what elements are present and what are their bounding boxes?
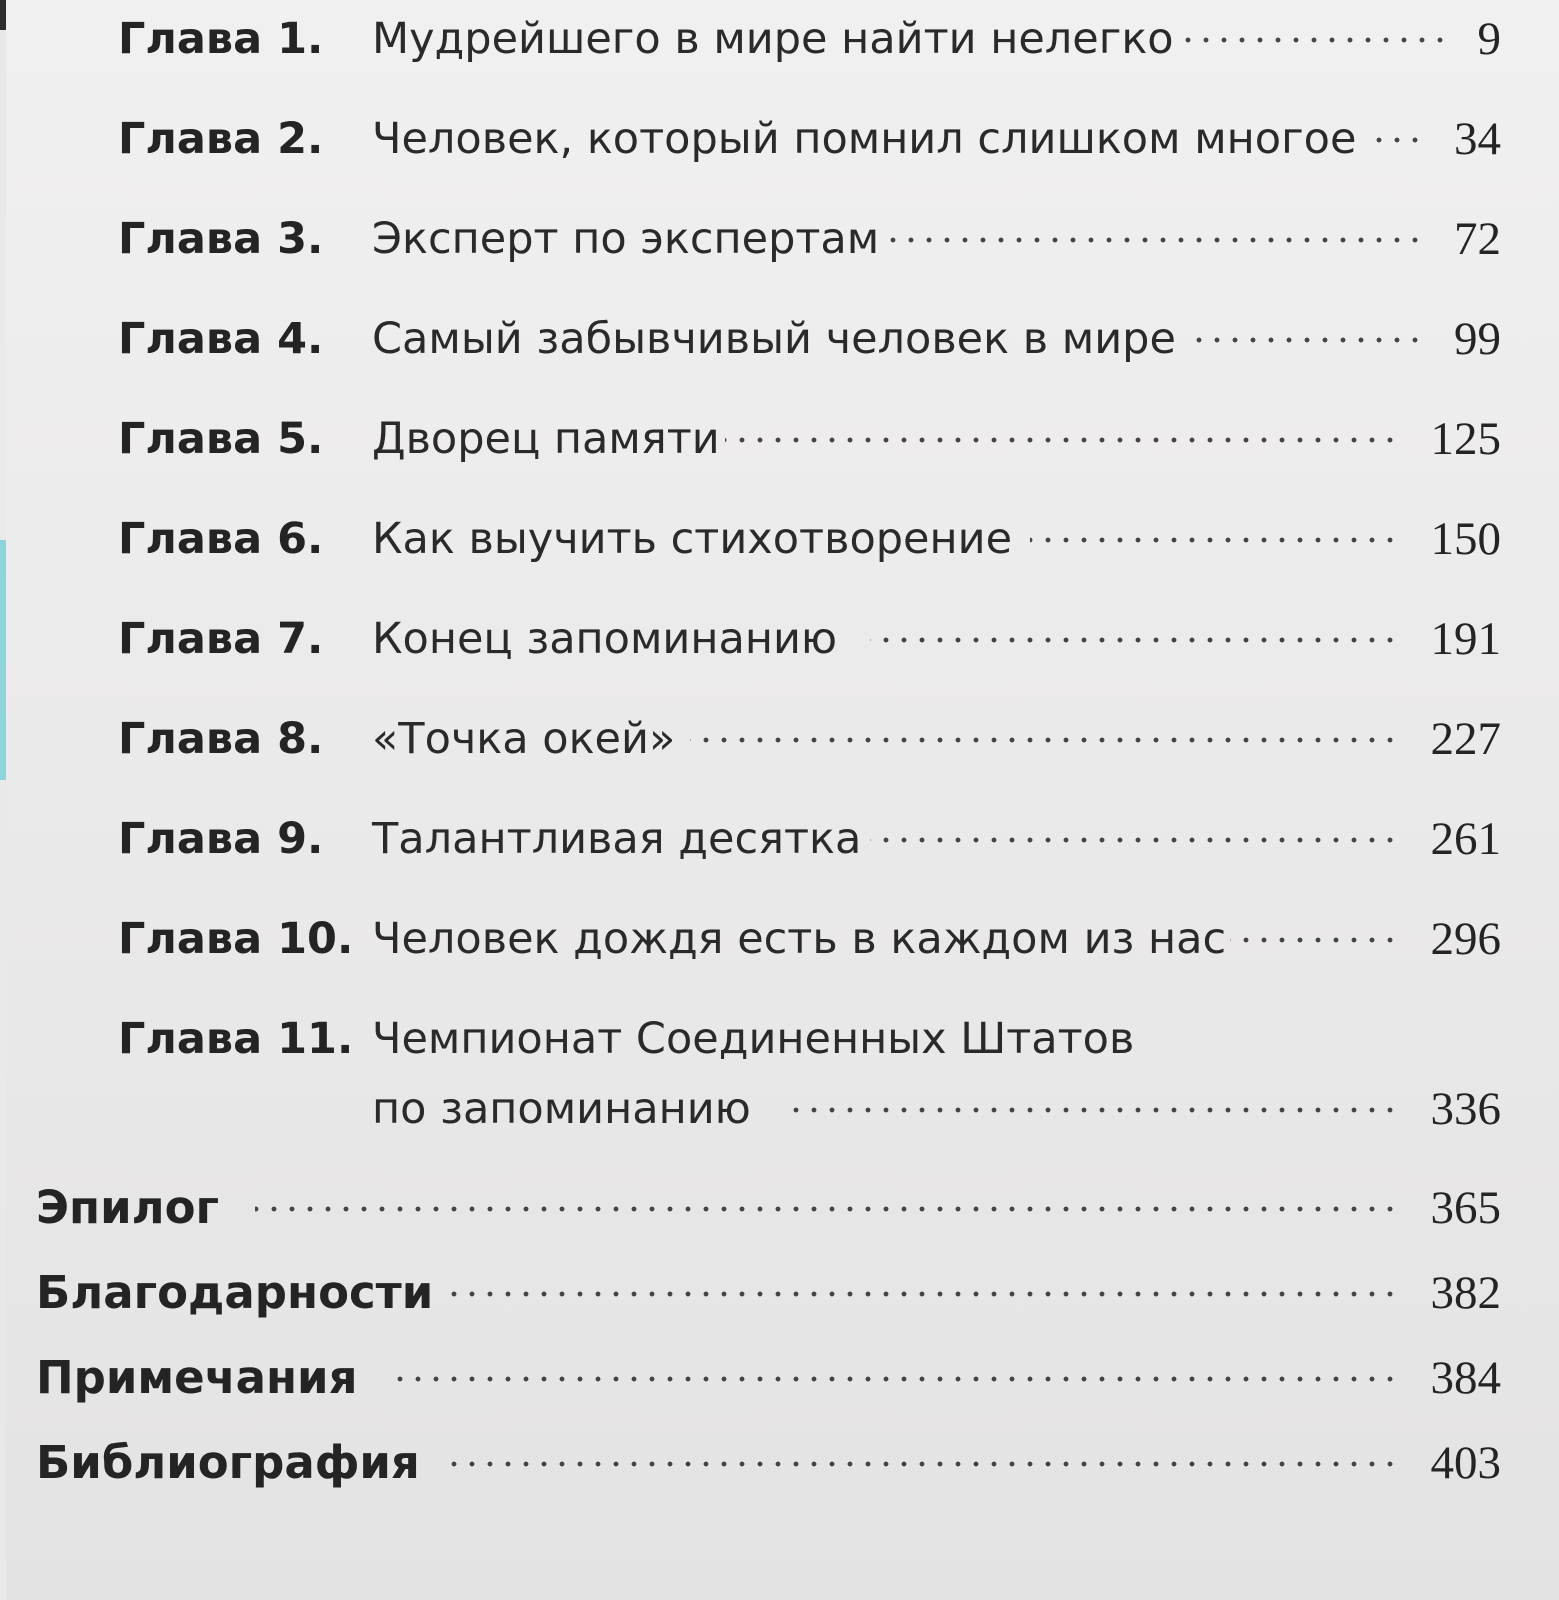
chapter-title: Самый забывчивый человек в мире <box>372 314 1176 364</box>
dot-leader <box>1195 326 1424 354</box>
dot-leader <box>870 826 1399 854</box>
page-number: 403 <box>1430 1437 1501 1489</box>
chapter-title: Мудрейшего в мире найти нелегко <box>372 14 1174 64</box>
toc-row-chapter-5 <box>0 404 1559 474</box>
toc-row-chapter-4 <box>0 304 1559 374</box>
chapter-label: Глава 4. <box>118 314 324 364</box>
page-number: 261 <box>1430 813 1501 865</box>
dot-leader <box>1230 926 1399 954</box>
page-number: 150 <box>1430 513 1501 565</box>
toc-row-chapter-10 <box>0 904 1559 974</box>
chapter-title: Конец запоминанию <box>372 614 838 664</box>
page-number: 34 <box>1454 113 1501 165</box>
page-number: 365 <box>1430 1182 1501 1234</box>
chapter-label: Глава 7. <box>118 614 324 664</box>
dot-leader <box>255 1195 1399 1223</box>
page-number: 99 <box>1454 313 1501 365</box>
chapter-title: Как выучить стихотворение <box>372 514 1013 564</box>
chapter-title: Человек, который помнил слишком многое <box>372 114 1357 164</box>
chapter-title: Эксперт по экспертам <box>372 214 880 264</box>
chapter-label: Глава 10. <box>118 914 354 964</box>
chapter-label: Глава 11. <box>118 1014 354 1064</box>
dot-leader <box>1365 126 1424 154</box>
chapter-title: Талантливая десятка <box>372 814 862 864</box>
dot-leader <box>870 626 1399 654</box>
toc-row-chapter-7 <box>0 604 1559 674</box>
section-label: Библиография <box>36 1436 420 1489</box>
toc-row-bibliography <box>0 1428 1559 1498</box>
chapter-label: Глава 6. <box>118 514 324 564</box>
toc-row-notes <box>0 1343 1559 1413</box>
dot-leader <box>385 1365 1399 1393</box>
page-number: 125 <box>1430 413 1501 465</box>
toc-row-epilogue <box>0 1173 1559 1243</box>
dot-leader <box>1175 26 1449 54</box>
page-number: 382 <box>1430 1267 1501 1319</box>
chapter-title-line-1: Чемпионат Соединенных Штатов <box>372 1014 1135 1064</box>
chapter-label: Глава 9. <box>118 814 324 864</box>
chapter-label: Глава 3. <box>118 214 324 264</box>
dot-leader <box>885 226 1424 254</box>
page-number: 72 <box>1454 213 1501 265</box>
dot-leader <box>440 1450 1399 1478</box>
toc-row-chapter-9 <box>0 804 1559 874</box>
chapter-title-line-2: по запоминанию <box>372 1084 751 1134</box>
chapter-label: Глава 2. <box>118 114 324 164</box>
toc-row-chapter-2 <box>0 104 1559 174</box>
page-number: 9 <box>1477 13 1501 65</box>
toc-row-chapter-11 <box>0 1004 1559 1074</box>
dot-leader <box>450 1280 1399 1308</box>
chapter-label: Глава 5. <box>118 414 324 464</box>
page-number: 384 <box>1430 1352 1501 1404</box>
toc-row-chapter-1 <box>0 4 1559 74</box>
toc-row-chapter-6 <box>0 504 1559 574</box>
toc-row-chapter-8 <box>0 704 1559 774</box>
dot-leader <box>785 1096 1399 1124</box>
chapter-title: Дворец памяти <box>372 414 720 464</box>
page-number: 296 <box>1430 913 1501 965</box>
toc-row-chapter-11-continued <box>0 1074 1559 1144</box>
section-label: Благодарности <box>36 1266 434 1319</box>
chapter-label: Глава 1. <box>118 14 324 64</box>
chapter-label: Глава 8. <box>118 714 324 764</box>
dot-leader <box>1030 526 1399 554</box>
section-label: Примечания <box>36 1351 358 1404</box>
toc-row-acknowledgements <box>0 1258 1559 1328</box>
dot-leader <box>725 426 1399 454</box>
page-number: 227 <box>1430 713 1501 765</box>
page-number: 191 <box>1430 613 1501 665</box>
chapter-title: «Точка окей» <box>372 714 676 764</box>
section-label: Эпилог <box>36 1181 220 1234</box>
page-number: 336 <box>1430 1083 1501 1135</box>
toc-row-chapter-3 <box>0 204 1559 274</box>
dot-leader <box>690 726 1399 754</box>
chapter-title: Человек дождя есть в каждом из нас <box>372 914 1227 964</box>
